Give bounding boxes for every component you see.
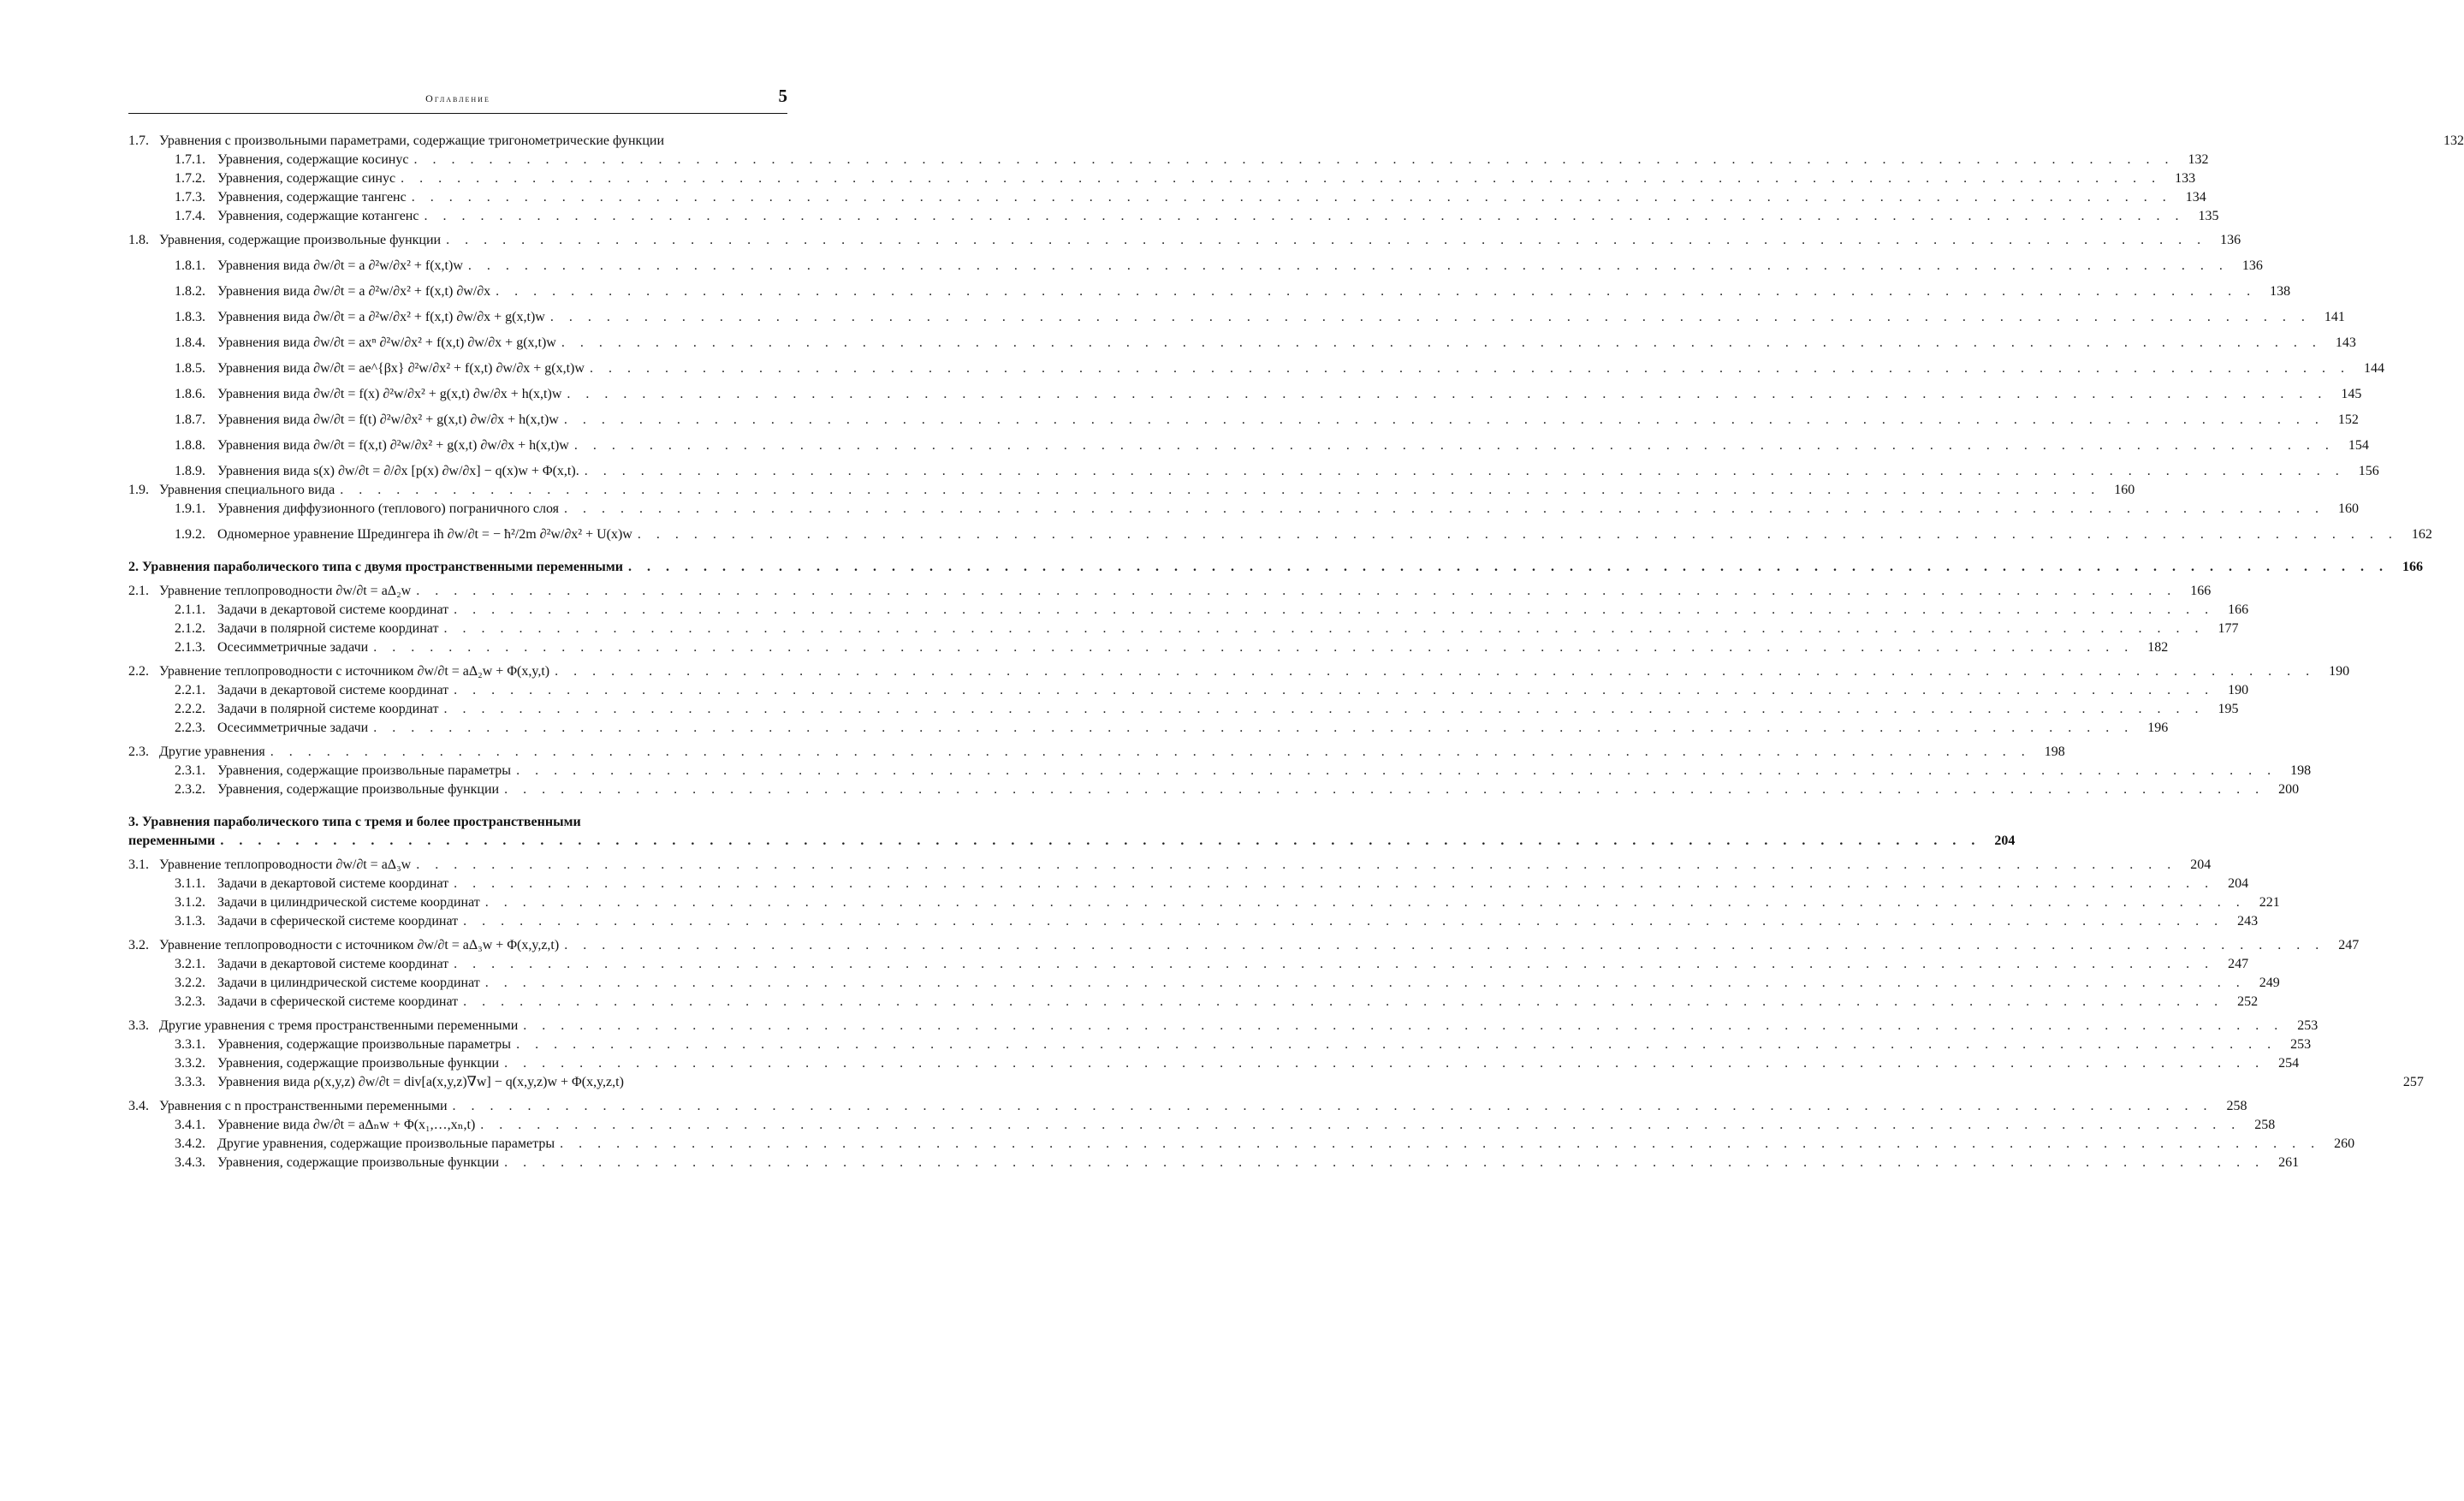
toc-number: 3.2.3. <box>175 994 205 1009</box>
toc-chapter-row-continuation[interactable] <box>128 830 2016 849</box>
toc-subsection-row[interactable] <box>128 911 2259 929</box>
toc-page: 247 <box>2228 957 2249 971</box>
toc-title: Задачи в сферической системе координат <box>217 994 459 1009</box>
toc-subsection-row[interactable] <box>128 149 2209 168</box>
toc-number: 3.2.1. <box>175 957 205 971</box>
toc-leader-dots <box>585 464 2345 479</box>
toc-page: 200 <box>2278 782 2300 797</box>
toc-number: 3.4.1. <box>175 1118 205 1132</box>
toc-number: 1.8.1. <box>175 258 205 273</box>
toc-leader-dots <box>550 310 2311 325</box>
toc-subsection-row[interactable] <box>128 1053 2300 1071</box>
toc-number: 2.2.1. <box>175 683 205 697</box>
toc-page: 136 <box>2241 258 2263 273</box>
toc-title: Уравнения, содержащие произвольные параметры <box>217 763 512 778</box>
toc-number: 3.3. <box>128 1018 149 1033</box>
toc-page: 258 <box>2254 1118 2276 1132</box>
toc-leader-dots <box>443 621 2204 637</box>
toc-number: 1.8.5. <box>175 361 205 376</box>
toc-page: 141 <box>2324 310 2345 324</box>
toc-title: Задачи в декартовой системе координат <box>217 683 449 697</box>
toc-page: 154 <box>2348 438 2369 453</box>
toc-title: Осесимметричные задачи <box>217 640 369 655</box>
toc-leader-dots <box>340 483 2100 498</box>
toc-subsection-row[interactable] <box>128 760 2312 779</box>
toc-number: 2.3.1. <box>175 763 205 778</box>
toc-section-row[interactable] <box>128 229 2241 248</box>
toc-leader-dots <box>480 1118 2241 1133</box>
toc-number: 2.1.3. <box>175 640 205 655</box>
toc-title: Уравнения вида ∂w/∂t = axⁿ ∂²w/∂x² + f(x,t) ∂w/∂x + g(x,t)w <box>217 335 556 350</box>
toc-subsection-row[interactable] <box>128 205 2219 224</box>
toc-subsection-row[interactable] <box>128 274 2291 300</box>
toc-subsection-row[interactable] <box>128 428 2369 454</box>
toc-page: 143 <box>2335 335 2356 350</box>
toc-subsection-row[interactable] <box>128 779 2300 798</box>
toc-page: 138 <box>2270 284 2291 299</box>
toc-title: Задачи в полярной системе координат <box>217 621 439 636</box>
toc-number: 3.1.3. <box>175 914 205 928</box>
toc-subsection-row[interactable] <box>128 168 2196 187</box>
toc-number: 1.8.2. <box>175 284 205 299</box>
toc-number: 3. <box>128 815 139 829</box>
toc-number: 1.7.2. <box>175 171 205 186</box>
toc-title: Уравнения, содержащие произвольные параметры <box>217 1037 512 1052</box>
toc-section-row[interactable] <box>128 741 2065 760</box>
toc-number: 3.4. <box>128 1099 149 1113</box>
toc-chapter-row[interactable] <box>128 556 2424 575</box>
toc-page: 243 <box>2237 914 2259 928</box>
toc-number: 2.1.1. <box>175 602 205 617</box>
toc-section-row[interactable] <box>128 1095 2247 1114</box>
toc-number: 3.1. <box>128 857 149 872</box>
toc-title: Другие уравнения с тремя пространственными переменными <box>159 1018 519 1033</box>
toc-subsection-row[interactable] <box>128 325 2356 351</box>
toc-title: Уравнения вида s(x) ∂w/∂t = ∂/∂x [p(x) ∂w/∂x] − q(x)w + Φ(x,t). <box>217 464 579 478</box>
toc-title: Уравнения вида ∂w/∂t = f(x,t) ∂²w/∂x² + g(x,t) ∂w/∂x + h(x,t)w <box>217 438 569 453</box>
toc-page: 204 <box>2190 857 2212 872</box>
toc-title: Уравнения, содержащие произвольные функции <box>217 782 500 797</box>
toc-subsection-row[interactable] <box>128 991 2259 1010</box>
toc-leader-dots <box>564 412 2324 428</box>
toc-title: Задачи в декартовой системе координат <box>217 957 449 971</box>
toc-subsection-row[interactable] <box>128 892 2280 911</box>
toc-title: Задачи в цилиндрической системе координат <box>217 895 480 910</box>
toc-leader-dots <box>628 560 2389 575</box>
toc-title: Уравнения с произвольными параметрами, содержащие тригонометрические функции <box>159 133 665 148</box>
toc-number: 3.3.2. <box>175 1056 205 1071</box>
toc-page: 198 <box>2290 763 2312 778</box>
toc-subsection-row[interactable] <box>128 717 2169 736</box>
toc-number: 3.3.3. <box>175 1075 205 1089</box>
toc-number: 3.1.2. <box>175 895 205 910</box>
toc-chapter-row[interactable] <box>128 811 787 830</box>
toc-leader-dots <box>453 1099 2213 1114</box>
toc-page: 156 <box>2358 464 2379 478</box>
toc-leader-dots <box>567 387 2327 402</box>
toc-title: Уравнение теплопроводности с источником ∂w/∂t = aΔ₃w + Φ(x,y,z,t) <box>159 938 560 952</box>
running-title: Оглавление <box>425 92 490 104</box>
toc-number: 1.9. <box>128 483 149 497</box>
toc-title: Осесимметричные задачи <box>217 721 369 735</box>
page-header <box>128 86 787 111</box>
toc-page: 247 <box>2338 938 2360 952</box>
toc-page: 257 <box>2402 1075 2424 1089</box>
toc-page: 135 <box>2198 209 2219 223</box>
toc-page: 190 <box>2228 683 2249 697</box>
toc-leader-dots <box>412 190 2172 205</box>
toc-number: 2. <box>128 560 139 574</box>
toc-page: 182 <box>2147 640 2169 655</box>
toc-leader-dots <box>413 152 2174 168</box>
toc-subsection-row[interactable] <box>128 1034 2312 1053</box>
toc-leader-dots <box>516 763 2277 779</box>
toc-leader-dots <box>446 233 2206 248</box>
toc-leader-dots <box>560 1136 2320 1152</box>
toc-leader-dots <box>485 976 2246 991</box>
toc-page: 144 <box>2363 361 2384 376</box>
toc-page: 133 <box>2175 171 2196 186</box>
toc-number: 1.8.7. <box>175 412 205 427</box>
toc-subsection-row[interactable] <box>128 517 2432 543</box>
toc-leader-dots <box>590 361 2350 377</box>
table-of-contents <box>128 130 2464 1171</box>
toc-number: 1.7.3. <box>175 190 205 205</box>
toc-page: 136 <box>2220 233 2241 247</box>
toc-leader-dots <box>220 834 1980 849</box>
toc-leader-dots <box>454 602 2214 618</box>
toc-title: Уравнение теплопроводности ∂w/∂t = aΔ₂w <box>159 584 412 598</box>
toc-title: Уравнения параболического типа с двумя пространственными переменными <box>142 560 624 574</box>
toc-title: Уравнение теплопроводности ∂w/∂t = aΔ₃w <box>159 857 412 872</box>
toc-number: 3.2. <box>128 938 149 952</box>
toc-page: 145 <box>2341 387 2362 401</box>
toc-leader-dots <box>454 683 2214 698</box>
toc-title: Задачи в декартовой системе координат <box>217 876 449 891</box>
toc-number: 2.3.2. <box>175 782 205 797</box>
toc-number: 1.8.8. <box>175 438 205 453</box>
toc-title: Задачи в полярной системе координат <box>217 702 439 716</box>
toc-title: Уравнения, содержащие косинус <box>217 152 409 167</box>
toc-title: Уравнения с n пространственными переменными <box>159 1099 448 1113</box>
toc-subsection-row[interactable] <box>128 1133 2355 1152</box>
toc-subsection-row[interactable] <box>128 953 2249 972</box>
toc-leader-dots <box>463 914 2224 929</box>
toc-title: Задачи в декартовой системе координат <box>217 602 449 617</box>
toc-page: 166 <box>2402 560 2424 574</box>
toc-section-row[interactable] <box>128 130 2464 149</box>
toc-leader-dots <box>401 171 2161 187</box>
toc-title: Уравнения вида ∂w/∂t = f(x) ∂²w/∂x² + g(x,t) ∂w/∂x + h(x,t)w <box>217 387 562 401</box>
toc-subsection-row[interactable] <box>128 498 2360 517</box>
toc-title: Уравнения параболического типа с тремя и более пространственными <box>142 815 581 829</box>
toc-leader-dots <box>270 745 2031 760</box>
toc-leader-dots <box>454 957 2214 972</box>
toc-title: Задачи в цилиндрической системе координат <box>217 976 480 990</box>
toc-number: 3.3.1. <box>175 1037 205 1052</box>
toc-number: 2.1.2. <box>175 621 205 636</box>
toc-leader-dots <box>523 1018 2283 1034</box>
toc-subsection-row[interactable] <box>128 637 2169 656</box>
toc-number: 1.8.4. <box>175 335 205 350</box>
toc-title: Задачи в сферической системе координат <box>217 914 459 928</box>
toc-title: Одномерное уравнение Шредингера iħ ∂w/∂t = − ħ²/2m ∂²w/∂x² + U(x)w <box>217 527 632 542</box>
toc-subsection-row[interactable] <box>128 972 2280 991</box>
toc-number: 1.9.2. <box>175 527 205 542</box>
toc-title: Уравнение вида ∂w/∂t = aΔₙw + Φ(x₁,…,xₙ,t) <box>217 1118 476 1132</box>
toc-subsection-row[interactable] <box>128 873 2249 892</box>
toc-leader-dots <box>504 1056 2265 1071</box>
toc-subsection-row[interactable] <box>128 454 2379 479</box>
toc-page: 190 <box>2329 664 2350 679</box>
toc-subsection-row[interactable] <box>128 351 2384 377</box>
toc-number: 1.7.4. <box>175 209 205 223</box>
toc-page: 253 <box>2290 1037 2312 1052</box>
toc-subsection-row[interactable] <box>128 248 2263 274</box>
toc-leader-dots <box>564 501 2324 517</box>
toc-title: Уравнения вида ∂w/∂t = a ∂²w/∂x² + f(x,t)w <box>217 258 463 273</box>
toc-subsection-row[interactable] <box>128 402 2359 428</box>
toc-title: Другие уравнения <box>159 745 265 759</box>
toc-page: 261 <box>2278 1155 2300 1170</box>
toc-title: Уравнения, содержащие произвольные функции <box>159 233 442 247</box>
toc-title: Уравнения, содержащие синус <box>217 171 396 186</box>
toc-page: 132 <box>2188 152 2209 167</box>
toc-number: 3.4.3. <box>175 1155 205 1170</box>
toc-title: Уравнения, содержащие тангенс <box>217 190 407 205</box>
toc-page: 198 <box>2044 745 2065 759</box>
toc-subsection-row[interactable] <box>128 698 2239 717</box>
toc-leader-dots <box>638 527 2398 543</box>
toc-section-row[interactable] <box>128 854 2212 873</box>
toc-leader-dots <box>516 1037 2277 1053</box>
header-rule <box>128 113 787 114</box>
toc-leader-dots <box>574 438 2335 454</box>
toc-subsection-row[interactable] <box>128 300 2345 325</box>
toc-leader-dots <box>373 640 2134 656</box>
toc-number: 1.8.9. <box>175 464 205 478</box>
toc-section-row[interactable] <box>128 661 2350 679</box>
toc-leader-dots <box>454 876 2214 892</box>
toc-page: 249 <box>2259 976 2280 990</box>
toc-page: 253 <box>2297 1018 2319 1033</box>
toc-title: Уравнения вида ∂w/∂t = f(t) ∂²w/∂x² + g(x,t) ∂w/∂x + h(x,t)w <box>217 412 559 427</box>
toc-title: Уравнения, содержащие произвольные функции <box>217 1155 500 1170</box>
toc-leader-dots <box>424 209 2184 224</box>
toc-page: 254 <box>2278 1056 2300 1071</box>
toc-page: 196 <box>2147 721 2169 735</box>
toc-leader-dots <box>373 721 2134 736</box>
toc-subsection-row[interactable] <box>128 618 2239 637</box>
toc-leader-dots <box>555 664 2315 679</box>
toc-number: 1.7.1. <box>175 152 205 167</box>
toc-number: 3.4.2. <box>175 1136 205 1151</box>
toc-title: Уравнения диффузионного (теплового) пограничного слоя <box>217 501 560 516</box>
toc-title: Уравнения вида ∂w/∂t = a ∂²w/∂x² + f(x,t) ∂w/∂x + g(x,t)w <box>217 310 545 324</box>
toc-number: 1.8.3. <box>175 310 205 324</box>
toc-page: 166 <box>2190 584 2212 598</box>
page-number: 5 <box>778 86 787 106</box>
toc-leader-dots <box>468 258 2229 274</box>
toc-title: Уравнения специального вида <box>159 483 335 497</box>
toc-title: Уравнения вида ∂w/∂t = a ∂²w/∂x² + f(x,t) ∂w/∂x <box>217 284 491 299</box>
toc-subsection-row[interactable] <box>128 377 2362 402</box>
toc-number: 1.8.6. <box>175 387 205 401</box>
toc-number: 3.2.2. <box>175 976 205 990</box>
toc-leader-dots <box>561 335 2322 351</box>
toc-leader-dots <box>485 895 2246 911</box>
toc-subsection-row[interactable] <box>128 1152 2300 1171</box>
toc-leader-dots <box>504 1155 2265 1171</box>
toc-subsection-row[interactable] <box>128 1114 2276 1133</box>
toc-page: 204 <box>1994 834 2016 848</box>
toc-page: 177 <box>2218 621 2239 636</box>
toc-title-continuation: переменными <box>128 834 216 848</box>
toc-page: 162 <box>2411 527 2432 542</box>
toc-page: 260 <box>2334 1136 2355 1151</box>
toc-page: 160 <box>2338 501 2360 516</box>
toc-leader-dots <box>496 284 2256 300</box>
toc-section-row[interactable] <box>128 1015 2319 1034</box>
toc-number: 1.7. <box>128 133 149 148</box>
toc-number: 3.1.1. <box>175 876 205 891</box>
toc-number: 2.2.2. <box>175 702 205 716</box>
toc-subsection-row[interactable] <box>128 599 2249 618</box>
toc-number: 1.8. <box>128 233 149 247</box>
toc-section-row[interactable] <box>128 580 2212 599</box>
toc-title: Уравнения, содержащие котангенс <box>217 209 419 223</box>
toc-page: 134 <box>2185 190 2206 205</box>
toc-leader-dots <box>463 994 2224 1010</box>
toc-title: Уравнение теплопроводности с источником ∂w/∂t = aΔ₂w + Φ(x,y,t) <box>159 664 550 679</box>
toc-section-row[interactable] <box>128 479 2135 498</box>
toc-leader-dots <box>564 938 2324 953</box>
toc-section-row[interactable] <box>128 934 2360 953</box>
toc-subsection-row[interactable] <box>128 1071 2424 1090</box>
toc-leader-dots <box>416 584 2176 599</box>
toc-number: 2.3. <box>128 745 149 759</box>
toc-subsection-row[interactable] <box>128 187 2206 205</box>
toc-number: 1.9.1. <box>175 501 205 516</box>
toc-page: 221 <box>2259 895 2280 910</box>
toc-number: 2.2. <box>128 664 149 679</box>
toc-subsection-row[interactable] <box>128 679 2249 698</box>
toc-page: 258 <box>2226 1099 2247 1113</box>
toc-leader-dots <box>443 702 2204 717</box>
toc-title: Уравнения вида ∂w/∂t = ae^{βx} ∂²w/∂x² + f(x,t) ∂w/∂x + g(x,t)w <box>217 361 585 376</box>
toc-page: 166 <box>2228 602 2249 617</box>
toc-leader-dots <box>416 857 2176 873</box>
toc-page: 132 <box>2443 133 2464 148</box>
toc-leader-dots <box>504 782 2265 798</box>
toc-number: 2.1. <box>128 584 149 598</box>
toc-title: Уравнения вида ρ(x,y,z) ∂w/∂t = div[a(x,y,z)∇w] − q(x,y,z)w + Φ(x,y,z,t) <box>217 1075 624 1089</box>
toc-title: Другие уравнения, содержащие произвольные параметры <box>217 1136 555 1151</box>
toc-page: 160 <box>2114 483 2135 497</box>
toc-page: 195 <box>2218 702 2239 716</box>
toc-number: 2.2.3. <box>175 721 205 735</box>
toc-page: 252 <box>2237 994 2259 1009</box>
toc-page: 204 <box>2228 876 2249 891</box>
toc-title: Уравнения, содержащие произвольные функции <box>217 1056 500 1071</box>
toc-page: 152 <box>2337 412 2359 427</box>
